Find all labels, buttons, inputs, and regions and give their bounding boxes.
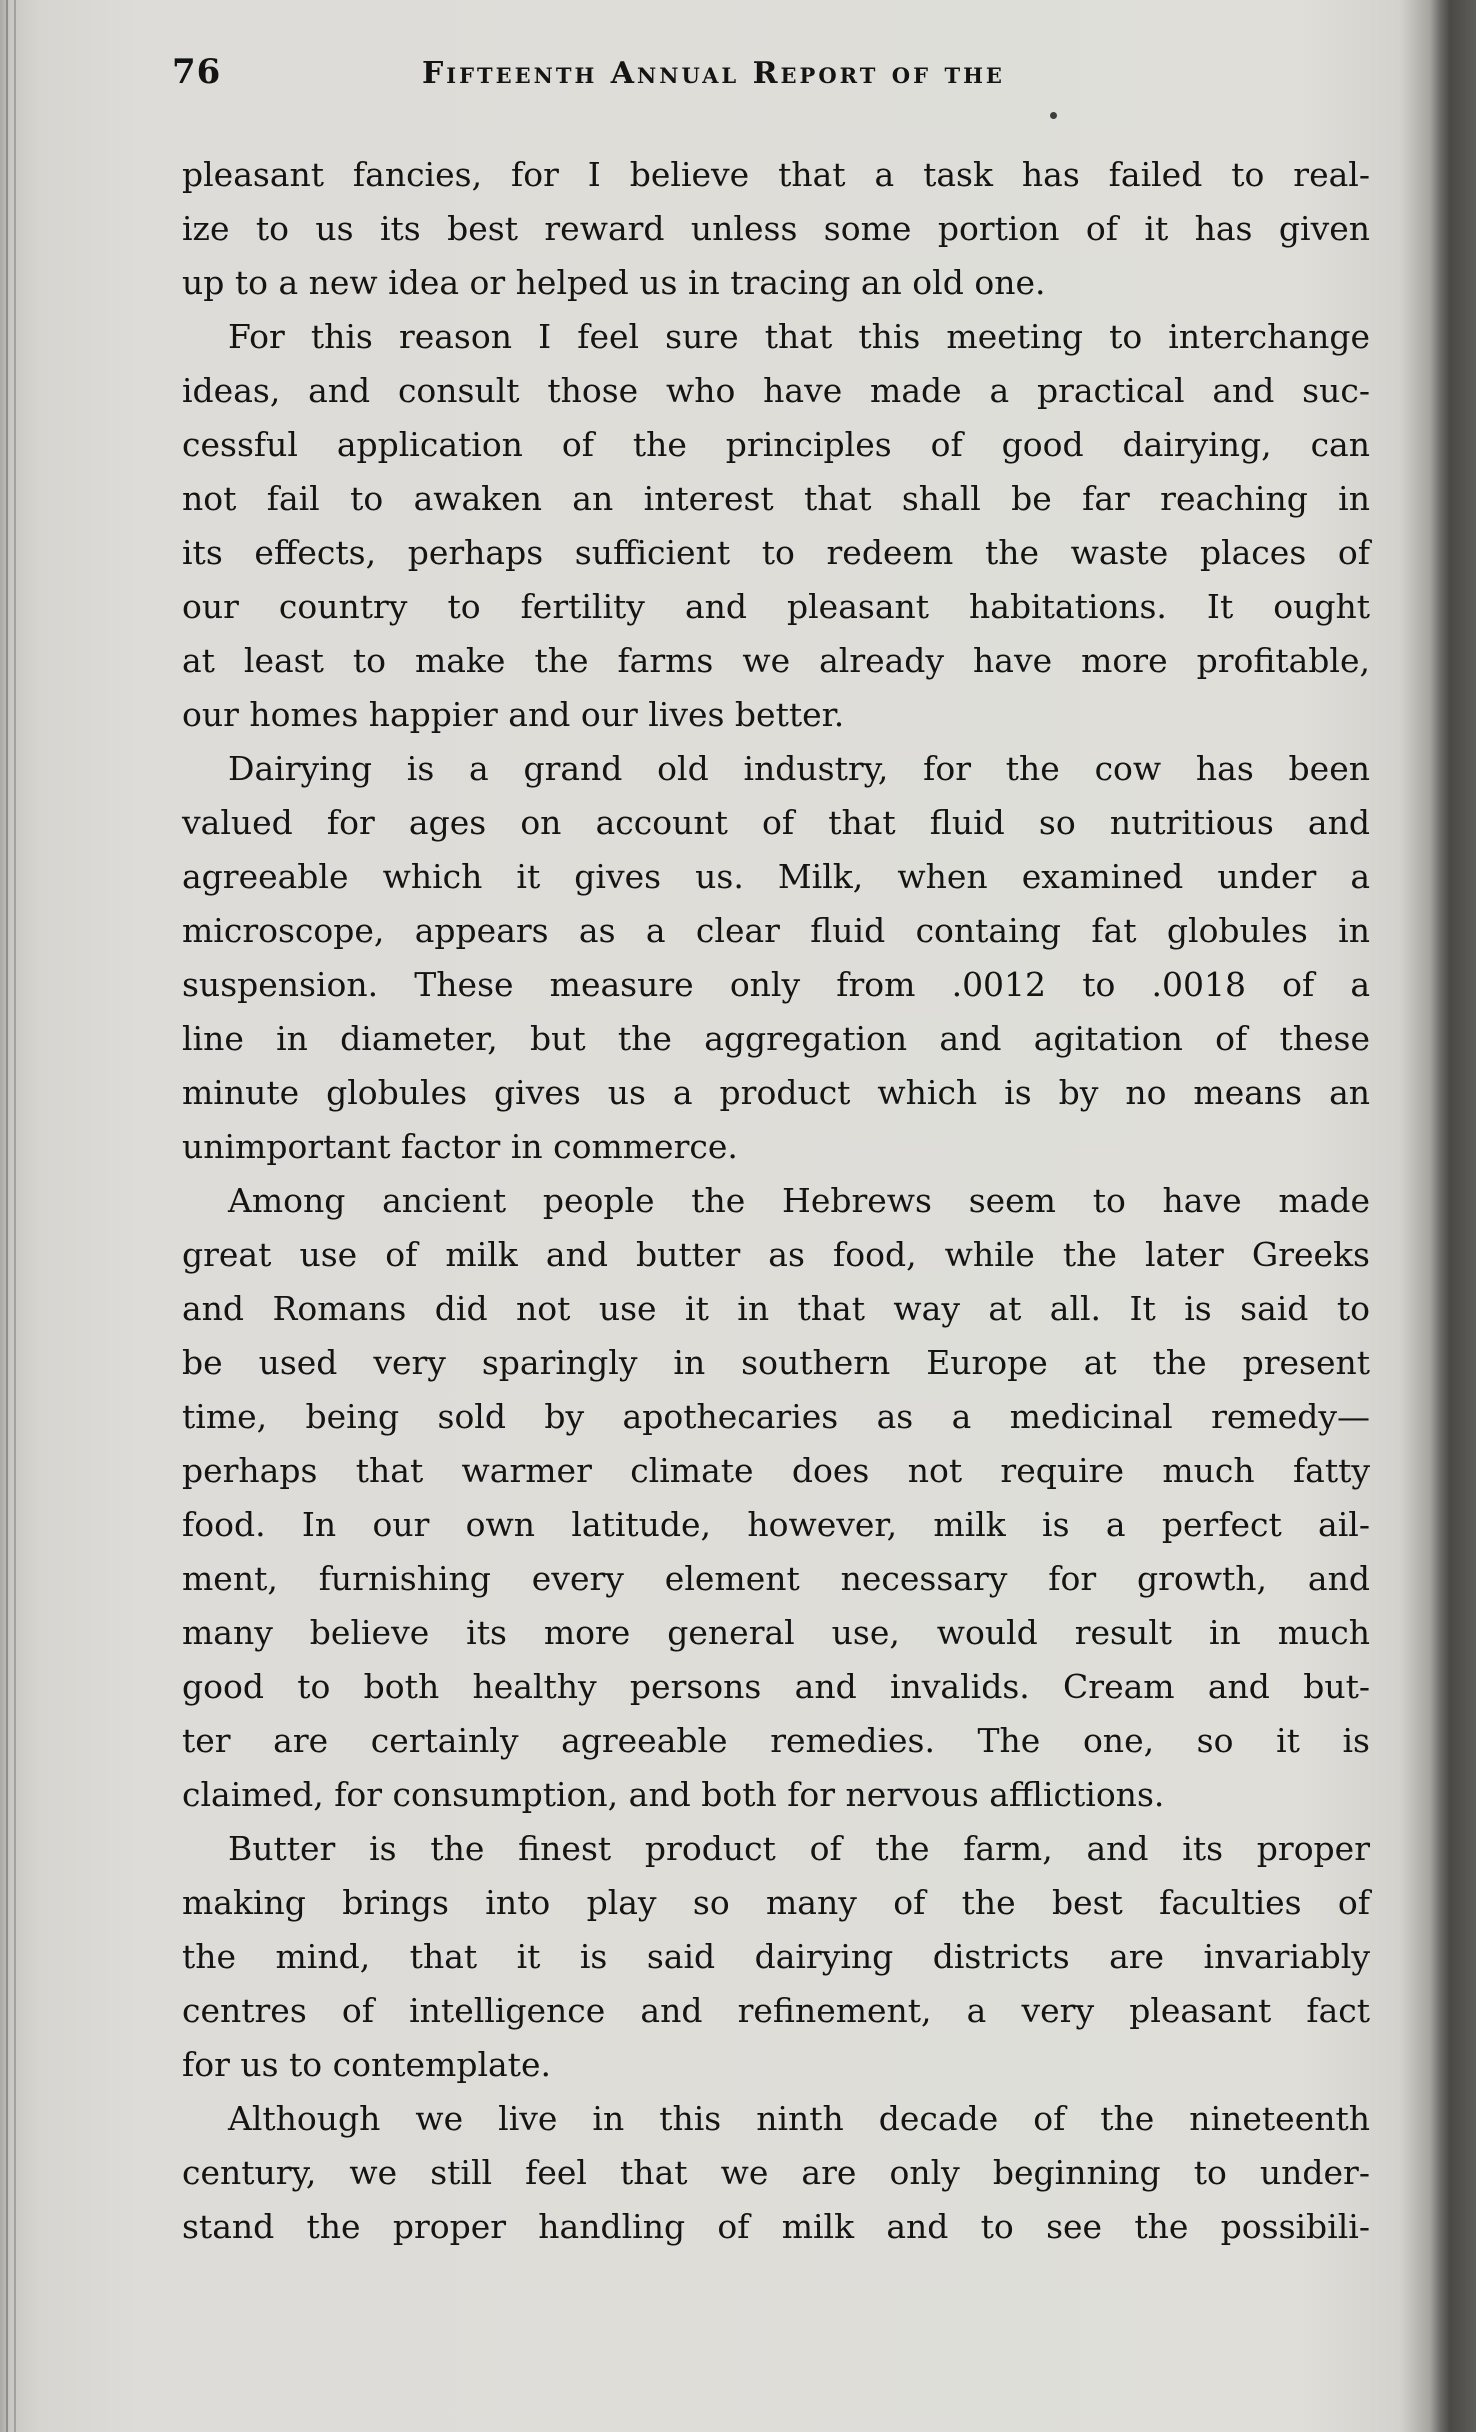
text-line: ment, furnishing every element necessary for growth, and (182, 1559, 1370, 1598)
text-line: centres of intelligence and refinement, a very pleasant fact (182, 1991, 1370, 2030)
text-line: century, we still feel that we are only beginning to under- (182, 2153, 1370, 2192)
text-line: be used very sparingly in southern Europe at the present (182, 1343, 1370, 1382)
paragraph-2 (182, 310, 1370, 742)
body-text (182, 148, 1370, 2254)
text-line: minute globules gives us a product which is by no means an (182, 1073, 1370, 1112)
text-line: pleasant fancies, for I believe that a task has failed to real- (182, 155, 1370, 194)
text-line: For this reason I feel sure that this meeting to interchange (228, 317, 1370, 356)
text-line: for us to contemplate. (182, 2045, 551, 2084)
paragraph-6 (182, 2092, 1370, 2254)
text-line: ter are certainly agreeable remedies. The one, so it is (182, 1721, 1370, 1760)
text-line: line in diameter, but the aggregation and agitation of these (182, 1019, 1370, 1058)
text-line: unimportant factor in commerce. (182, 1127, 738, 1166)
text-line: suspension. These measure only from .0012 to .0018 of a (182, 965, 1370, 1004)
text-line: not fail to awaken an interest that shall be far reaching in (182, 479, 1370, 518)
text-line: good to both healthy persons and invalids. Cream and but- (182, 1667, 1370, 1706)
text-line: food. In our own latitude, however, milk is a perfect ail- (182, 1505, 1370, 1544)
text-line: up to a new idea or helped us in tracing an old one. (182, 263, 1046, 302)
paragraph-3 (182, 742, 1370, 1174)
left-edge-line (6, 0, 8, 2432)
text-line: the mind, that it is said dairying districts are invariably (182, 1937, 1370, 1976)
text-line: great use of milk and butter as food, while the later Greeks (182, 1235, 1370, 1274)
text-line: agreeable which it gives us. Milk, when examined under a (182, 857, 1370, 896)
text-line: making brings into play so many of the best faculties of (182, 1883, 1370, 1922)
text-line: Butter is the finest product of the farm, and its proper (228, 1829, 1370, 1868)
text-line: at least to make the farms we already have more profitable, (182, 641, 1370, 680)
text-line: valued for ages on account of that fluid so nutritious and (182, 803, 1370, 842)
text-line: perhaps that warmer climate does not require much fatty (182, 1451, 1370, 1490)
text-line: Although we live in this ninth decade of the nineteenth (228, 2099, 1370, 2138)
text-line: claimed, for consumption, and both for nervous afflictions. (182, 1775, 1165, 1814)
text-line: its effects, perhaps sufficient to redeem the waste places of (182, 533, 1370, 572)
left-edge-line-inner (14, 0, 16, 2432)
ink-speck (1050, 112, 1057, 119)
text-line: Dairying is a grand old industry, for the cow has been (228, 749, 1370, 788)
page-number: 76 (172, 52, 222, 92)
text-line: and Romans did not use it in that way at all. It is said to (182, 1289, 1370, 1328)
page-header (172, 52, 1372, 112)
text-line: our country to fertility and pleasant habitations. It ought (182, 587, 1370, 626)
text-line: cessful application of the principles of good dairying, can (182, 425, 1370, 464)
text-line: ize to us its best reward unless some portion of it has given (182, 209, 1370, 248)
paragraph-1 (182, 148, 1370, 310)
running-title: Fifteenth Annual Report of the (422, 56, 1005, 91)
text-line: our homes happier and our lives better. (182, 695, 845, 734)
text-line: Among ancient people the Hebrews seem to have made (228, 1181, 1370, 1220)
paragraph-4 (182, 1174, 1370, 1822)
text-line: microscope, appears as a clear fluid containg fat globules in (182, 911, 1370, 950)
text-line: time, being sold by apothecaries as a medicinal remedy— (182, 1397, 1370, 1436)
text-line: ideas, and consult those who have made a practical and suc- (182, 371, 1370, 410)
text-line: many believe its more general use, would result in much (182, 1613, 1370, 1652)
text-line: stand the proper handling of milk and to see the possibili- (182, 2207, 1370, 2246)
paragraph-5 (182, 1822, 1370, 2092)
